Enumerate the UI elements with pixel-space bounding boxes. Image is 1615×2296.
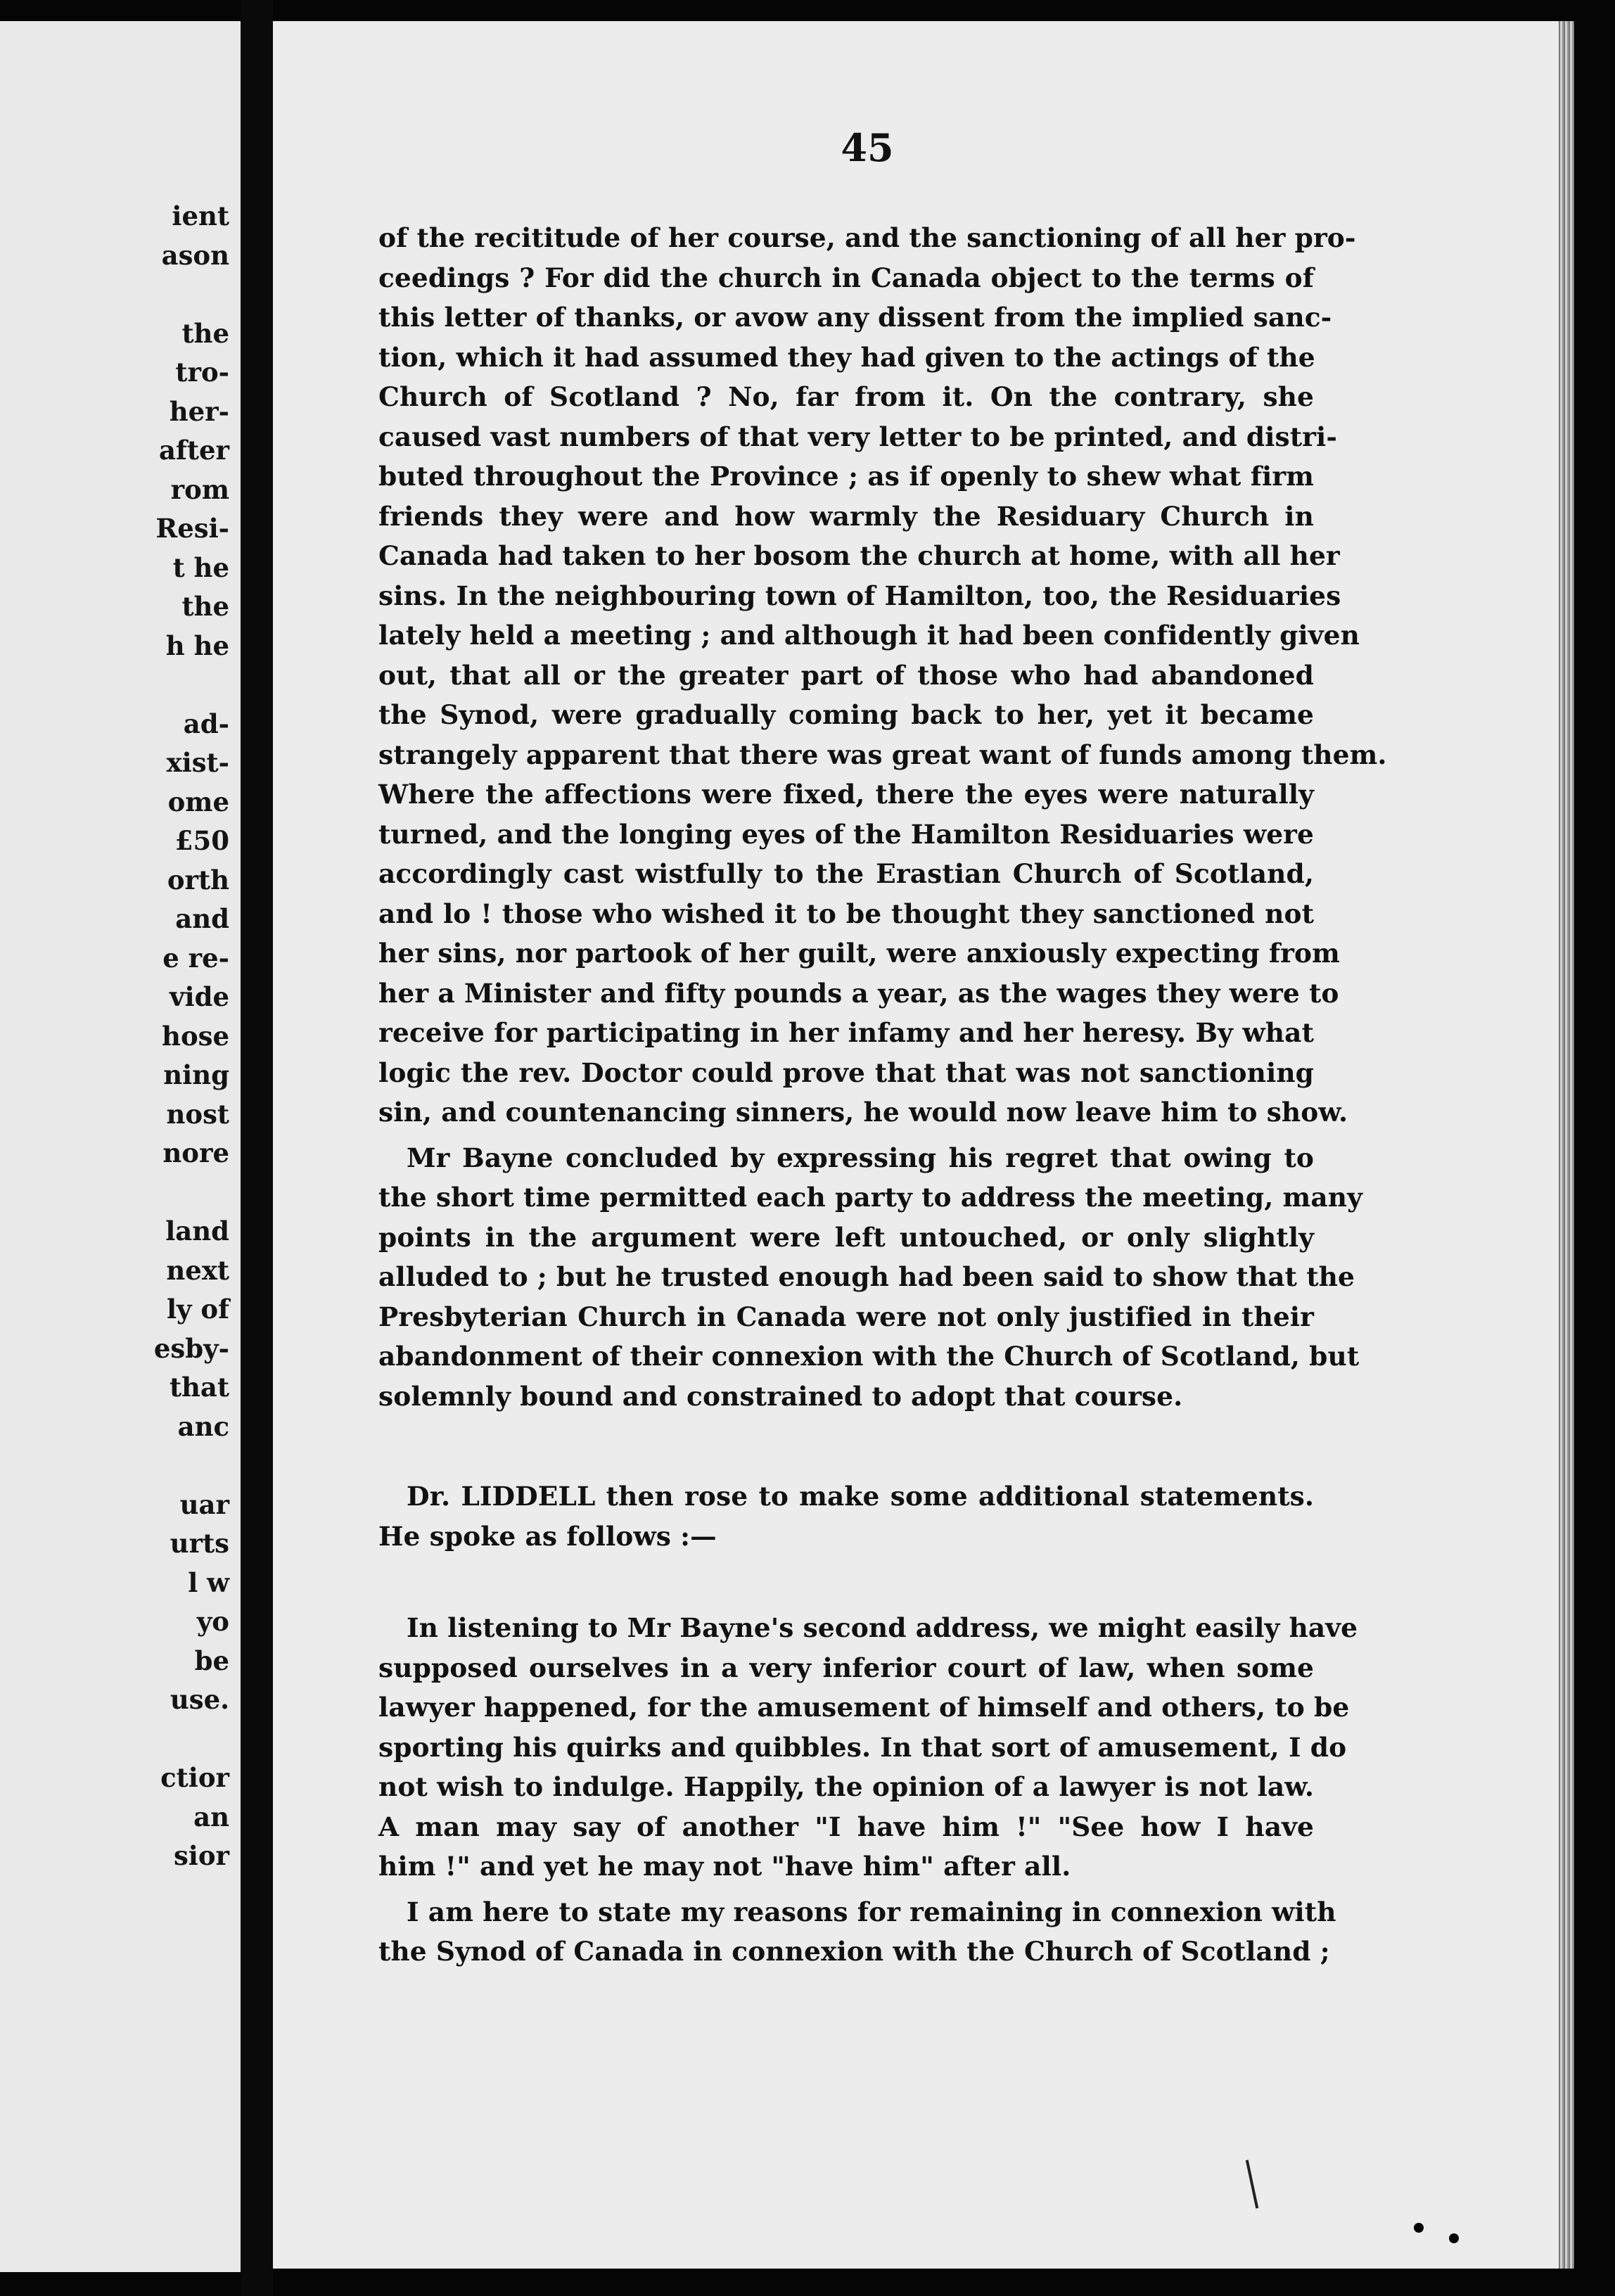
ink-mark bbox=[1246, 2160, 1258, 2208]
paragraph-gap bbox=[378, 1416, 1314, 1477]
text-line: the Synod, were gradually coming back to her, yet it became bbox=[378, 699, 1314, 730]
previous-page-fragment: ome bbox=[167, 786, 229, 817]
previous-page-fragment: that bbox=[169, 1372, 229, 1403]
previous-page-fragment: an bbox=[193, 1801, 229, 1832]
previous-page-fragment: urts bbox=[170, 1528, 229, 1559]
text-line: lately held a meeting ; and although it had been confidently given bbox=[378, 620, 1360, 651]
previous-page-fragment: t he bbox=[172, 551, 229, 583]
previous-page-fragment: l w bbox=[188, 1567, 229, 1598]
previous-page-fragment: xist- bbox=[166, 747, 229, 778]
text-line: Dr. LIDDELL then rose to make some additional statements. bbox=[407, 1481, 1314, 1512]
text-line: ceedings ? For did the church in Canada object to the terms of bbox=[378, 262, 1314, 293]
previous-page-fragment: ly of bbox=[166, 1294, 229, 1325]
paragraph-gap bbox=[378, 1556, 1314, 1608]
previous-page-fragment: sior bbox=[173, 1840, 229, 1871]
previous-page-fragment: the bbox=[181, 317, 229, 349]
previous-page-fragment: ad- bbox=[183, 708, 229, 739]
previous-page-fragment: nore bbox=[162, 1137, 229, 1168]
previous-page-fragment: vide bbox=[170, 981, 229, 1012]
previous-page-fragment: be bbox=[194, 1645, 229, 1676]
text-line: Where the affections were fixed, there the eyes were naturally bbox=[378, 779, 1314, 810]
page-stack-edge bbox=[1559, 21, 1574, 2269]
text-line: strangely apparent that there was great want of funds among them. bbox=[378, 739, 1387, 770]
text-line: Canada had taken to her bosom the church at home, with all her bbox=[378, 540, 1340, 571]
text-line: Presbyterian Church in Canada were not only justified in their bbox=[378, 1301, 1314, 1332]
paragraph bbox=[378, 1477, 1314, 1556]
previous-page-fragment bbox=[154, 1720, 229, 1759]
previous-page-fragment bbox=[154, 1173, 229, 1213]
text-line: sins. In the neighbouring town of Hamilton, too, the Residuaries bbox=[378, 580, 1341, 611]
previous-page-fragment bbox=[154, 275, 229, 314]
previous-page-fragment: ning bbox=[163, 1059, 229, 1090]
text-line: points in the argument were left untouched, or only slightly bbox=[378, 1221, 1314, 1253]
previous-page-fragment: the bbox=[181, 591, 229, 622]
previous-page-fragment: ctior bbox=[160, 1762, 229, 1793]
paragraph bbox=[378, 1138, 1362, 1417]
scan-speck bbox=[1414, 2223, 1424, 2233]
text-line: and lo ! those who wished it to be thought they sanctioned not bbox=[378, 898, 1314, 929]
text-line: her sins, nor partook of her guilt, were anxiously expecting from bbox=[378, 938, 1340, 969]
text-line: He spoke as follows :— bbox=[378, 1520, 717, 1552]
previous-page-fragment: land bbox=[165, 1216, 229, 1246]
previous-page-fragment: after bbox=[158, 435, 229, 466]
text-line: sin, and countenancing sinners, he would now leave him to show. bbox=[378, 1097, 1348, 1128]
previous-page-fragment: £50 bbox=[174, 825, 229, 856]
book-gutter bbox=[241, 0, 273, 2296]
text-line: caused vast numbers of that very letter to be printed, and distri- bbox=[378, 421, 1337, 452]
previous-page-fragment: uar bbox=[179, 1488, 229, 1520]
scan-speck bbox=[1449, 2233, 1459, 2243]
previous-page-fragment: e re- bbox=[162, 942, 229, 974]
previous-page-fragment: next bbox=[166, 1254, 229, 1286]
text-line: In listening to Mr Bayne's second address, we might easily have bbox=[407, 1612, 1358, 1643]
text-line: abandonment of their connexion with the Church of Scotland, but bbox=[378, 1341, 1360, 1372]
previous-page-fragment: rom bbox=[170, 473, 229, 505]
previous-page-fragment bbox=[154, 665, 229, 705]
previous-page-fragment: and bbox=[175, 903, 229, 934]
previous-page-text-fragments bbox=[154, 197, 229, 1876]
page-number: 45 bbox=[841, 125, 894, 170]
previous-page-fragment: hose bbox=[162, 1020, 229, 1052]
text-line: A man may say of another "I have him !" "See how I have bbox=[378, 1811, 1314, 1842]
previous-page-fragment bbox=[154, 1446, 229, 1486]
text-line: sporting his quirks and quibbles. In that sort of amusement, I do bbox=[378, 1731, 1347, 1763]
text-line: turned, and the longing eyes of the Hamilton Residuaries were bbox=[378, 818, 1314, 850]
page-body-text bbox=[378, 218, 1387, 1972]
previous-page-fragment: Resi- bbox=[155, 513, 229, 544]
text-line: not wish to indulge. Happily, the opinion of a lawyer is not law. bbox=[378, 1771, 1314, 1802]
previous-page-fragment: orth bbox=[167, 864, 229, 895]
text-line: solemnly bound and constrained to adopt that course. bbox=[378, 1380, 1183, 1412]
text-line: receive for participating in her infamy and her heresy. By what bbox=[378, 1017, 1314, 1048]
text-line: friends they were and how warmly the Residuary Church in bbox=[378, 500, 1314, 532]
text-line: out, that all or the greater part of those who had abandoned bbox=[378, 659, 1314, 691]
previous-page-edge bbox=[0, 21, 241, 2272]
paragraph-gap bbox=[378, 1133, 1314, 1138]
previous-page-fragment: use. bbox=[170, 1684, 229, 1715]
previous-page-fragment: ason bbox=[161, 239, 229, 271]
text-line: the Synod of Canada in connexion with the Church of Scotland ; bbox=[378, 1936, 1330, 1967]
paragraph bbox=[378, 1892, 1336, 1972]
text-line: of the recititude of her course, and the sanctioning of all her pro- bbox=[378, 222, 1356, 253]
previous-page-fragment: anc bbox=[177, 1410, 229, 1442]
previous-page-fragment: her- bbox=[169, 395, 229, 427]
text-line: this letter of thanks, or avow any dissent from the implied sanc- bbox=[378, 302, 1332, 333]
text-line: I am here to state my reasons for remaining in connexion with bbox=[407, 1896, 1336, 1927]
text-line: tion, which it had assumed they had given to the actings of the bbox=[378, 341, 1315, 373]
previous-page-fragment: nost bbox=[166, 1098, 229, 1130]
previous-page-fragment: tro- bbox=[175, 357, 229, 388]
text-line: the short time permitted each party to address the meeting, many bbox=[378, 1182, 1362, 1213]
text-line: Church of Scotland ? No, far from it. On the contrary, she bbox=[378, 381, 1314, 412]
text-line: logic the rev. Doctor could prove that that was not sanctioning bbox=[378, 1057, 1314, 1088]
book-page bbox=[273, 21, 1574, 2269]
text-line: supposed ourselves in a very inferior court of law, when some bbox=[378, 1652, 1314, 1683]
text-line: buted throughout the Province ; as if openly to shew what firm bbox=[378, 461, 1314, 492]
paragraph bbox=[378, 1608, 1358, 1887]
text-line: alluded to ; but he trusted enough had been said to show that the bbox=[378, 1261, 1355, 1292]
text-line: lawyer happened, for the amusement of himself and others, to be bbox=[378, 1692, 1350, 1723]
text-line: her a Minister and fifty pounds a year, as the wages they were to bbox=[378, 977, 1339, 1009]
previous-page-fragment: esby- bbox=[153, 1332, 229, 1364]
previous-page-fragment: h he bbox=[165, 630, 229, 661]
paragraph-gap bbox=[378, 1887, 1314, 1892]
paragraph bbox=[378, 218, 1387, 1133]
previous-page-fragment: ient bbox=[172, 200, 229, 231]
text-line: accordingly cast wistfully to the Erastian Church of Scotland, bbox=[378, 858, 1314, 889]
text-line: him !" and yet he may not "have him" after all. bbox=[378, 1851, 1071, 1882]
text-line: Mr Bayne concluded by expressing his regret that owing to bbox=[407, 1142, 1314, 1173]
previous-page-fragment: yo bbox=[196, 1606, 229, 1637]
